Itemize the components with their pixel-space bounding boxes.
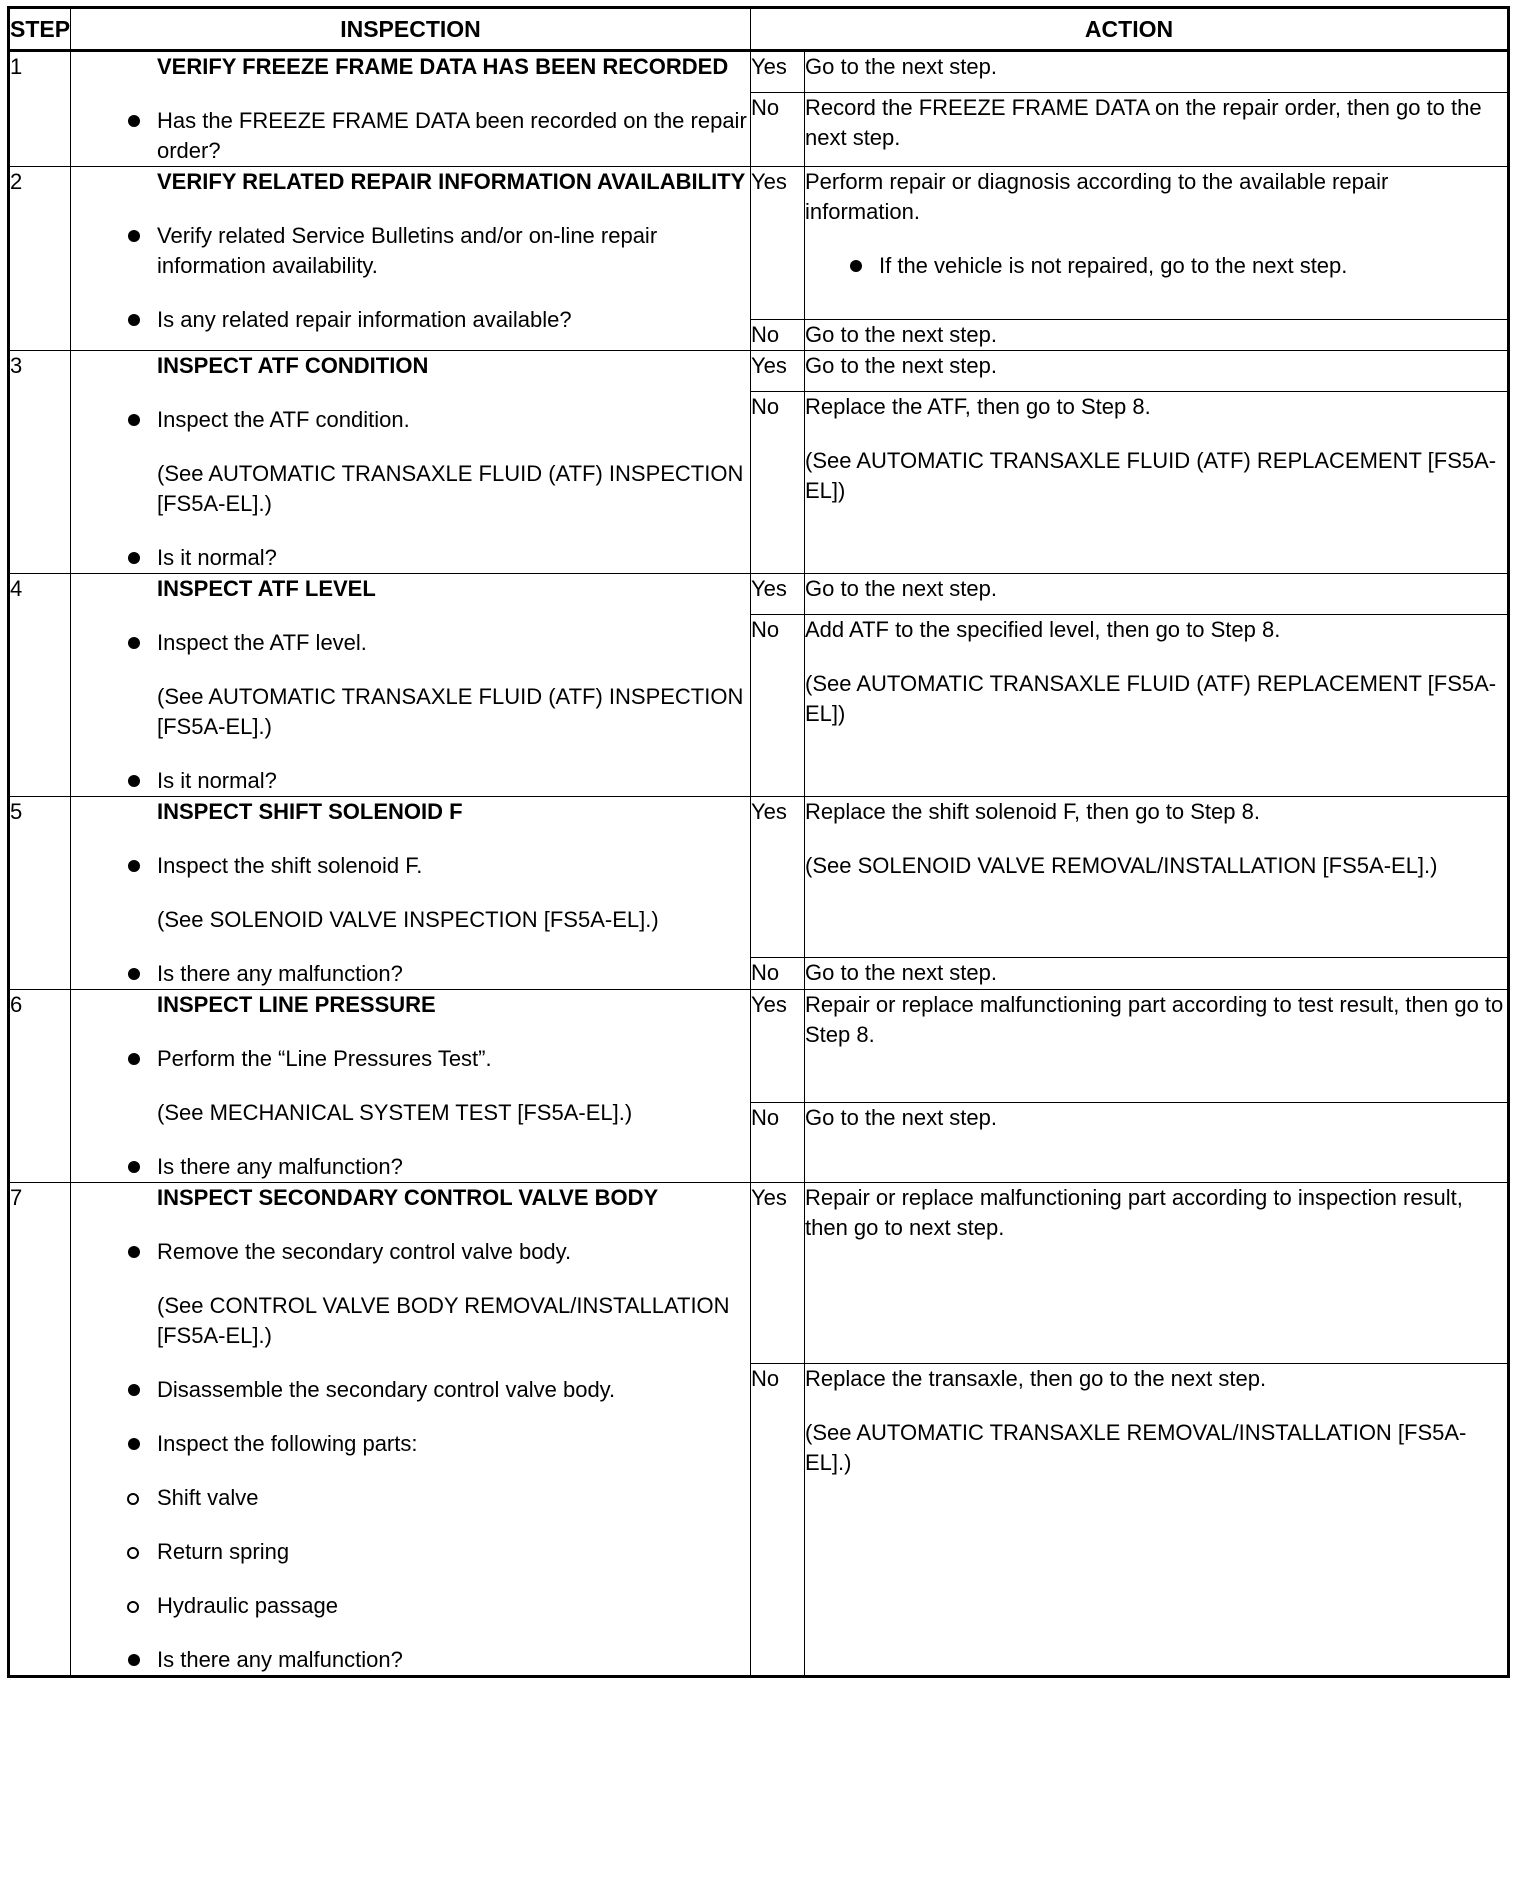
yes-action [805, 574, 1509, 615]
yes-label: Yes [751, 797, 805, 958]
step-2-yes-row [9, 167, 1509, 320]
no-action [805, 320, 1509, 351]
action-reference: (See AUTOMATIC TRANSAXLE FLUID (ATF) REPLACEMENT [FS5A-EL]) [805, 671, 1497, 726]
yes-action [805, 51, 1509, 93]
action-text: Repair or replace malfunctioning part according to test result, then go to Step 8. [805, 992, 1504, 1047]
no-action [805, 392, 1509, 574]
bullet-item: Is it normal? [157, 766, 750, 796]
action-text: Go to the next step. [805, 353, 998, 378]
bullet-item: Has the FREEZE FRAME DATA been recorded on the repair order? [157, 106, 750, 166]
table-header-row [9, 8, 1509, 51]
yes-label: Yes [751, 990, 805, 1103]
action-text: Replace the shift solenoid F, then go to Step 8. [805, 799, 1260, 824]
step-title: VERIFY FREEZE FRAME DATA HAS BEEN RECORDED [157, 54, 729, 79]
yes-action [805, 167, 1509, 320]
no-label: No [751, 958, 805, 990]
reference-text: (See AUTOMATIC TRANSAXLE FLUID (ATF) INSPECTION [FS5A-EL].) [157, 461, 744, 516]
step-title: INSPECT SECONDARY CONTROL VALVE BODY [157, 1185, 659, 1210]
step-7-yes-row [9, 1183, 1509, 1364]
sub-item: Hydraulic passage [157, 1591, 750, 1621]
step-4-yes-row [9, 574, 1509, 615]
step-number: 1 [9, 51, 71, 167]
no-action [805, 615, 1509, 797]
action-text: Add ATF to the specified level, then go to Step 8. [805, 617, 1281, 642]
step-3-yes-row [9, 351, 1509, 392]
yes-label: Yes [751, 574, 805, 615]
action-text: Go to the next step. [805, 1105, 998, 1130]
no-label: No [751, 1103, 805, 1183]
no-label: No [751, 93, 805, 167]
action-text: Replace the transaxle, then go to the next step. [805, 1366, 1267, 1391]
step-title: INSPECT LINE PRESSURE [157, 992, 436, 1017]
no-label: No [751, 1364, 805, 1677]
action-text: Repair or replace malfunctioning part according to inspection result, then go to next step. [805, 1185, 1463, 1240]
step-2-inspection [71, 167, 751, 351]
step-number: 6 [9, 990, 71, 1183]
diagnostic-table [7, 6, 1510, 1678]
bullet-item: Inspect the following parts: [157, 1429, 750, 1459]
action-text: Go to the next step. [805, 322, 998, 347]
yes-action [805, 990, 1509, 1103]
action-text: Replace the ATF, then go to Step 8. [805, 394, 1151, 419]
sub-item: Return spring [157, 1537, 750, 1567]
step-5-inspection [71, 797, 751, 990]
sub-item: Shift valve [157, 1483, 750, 1513]
action-text: Go to the next step. [805, 576, 998, 601]
bullet-item: Is any related repair information available? [157, 305, 750, 335]
action-reference: (See SOLENOID VALVE REMOVAL/INSTALLATION [FS5A-EL].) [805, 853, 1438, 878]
reference-text: (See AUTOMATIC TRANSAXLE FLUID (ATF) INSPECTION [FS5A-EL].) [157, 684, 744, 739]
bullet-item: Disassemble the secondary control valve body. [157, 1375, 750, 1405]
yes-action [805, 797, 1509, 958]
step-6-yes-row [9, 990, 1509, 1103]
no-action [805, 1103, 1509, 1183]
bullet-item: Is there any malfunction? [157, 1152, 750, 1182]
bullet-item: Inspect the ATF condition. [157, 405, 750, 435]
action-text: Perform repair or diagnosis according to the available repair information. [805, 169, 1389, 224]
action-reference: (See AUTOMATIC TRANSAXLE REMOVAL/INSTALLATION [FS5A-EL].) [805, 1420, 1467, 1475]
action-reference: (See AUTOMATIC TRANSAXLE FLUID (ATF) REPLACEMENT [FS5A-EL]) [805, 448, 1497, 503]
yes-action [805, 351, 1509, 392]
step-number: 4 [9, 574, 71, 797]
bullet-item: Perform the “Line Pressures Test”. [157, 1044, 750, 1074]
yes-action [805, 1183, 1509, 1364]
action-bullet: If the vehicle is not repaired, go to the next step. [879, 251, 1507, 281]
yes-label: Yes [751, 1183, 805, 1364]
no-action [805, 958, 1509, 990]
yes-label: Yes [751, 351, 805, 392]
header-action: ACTION [751, 8, 1509, 51]
reference-text: (See CONTROL VALVE BODY REMOVAL/INSTALLATION [FS5A-EL].) [157, 1293, 730, 1348]
step-7-inspection [71, 1183, 751, 1677]
step-1-inspection [71, 51, 751, 167]
bullet-item: Inspect the ATF level. [157, 628, 750, 658]
step-title: INSPECT ATF LEVEL [157, 576, 376, 601]
no-label: No [751, 392, 805, 574]
step-3-inspection [71, 351, 751, 574]
step-6-inspection [71, 990, 751, 1183]
step-title: VERIFY RELATED REPAIR INFORMATION AVAILABILITY [157, 169, 746, 194]
step-number: 5 [9, 797, 71, 990]
no-action [805, 1364, 1509, 1677]
reference-text: (See SOLENOID VALVE INSPECTION [FS5A-EL].) [157, 907, 659, 932]
step-number: 3 [9, 351, 71, 574]
step-number: 2 [9, 167, 71, 351]
action-text: Record the FREEZE FRAME DATA on the repair order, then go to the next step. [805, 95, 1482, 150]
yes-label: Yes [751, 51, 805, 93]
reference-text: (See MECHANICAL SYSTEM TEST [FS5A-EL].) [157, 1100, 633, 1125]
header-step: STEP [9, 8, 71, 51]
step-4-inspection [71, 574, 751, 797]
yes-label: Yes [751, 167, 805, 320]
action-text: Go to the next step. [805, 960, 998, 985]
bullet-item: Is it normal? [157, 543, 750, 573]
bullet-item: Verify related Service Bulletins and/or on-line repair information availability. [157, 221, 750, 281]
bullet-item: Inspect the shift solenoid F. [157, 851, 750, 881]
action-text: Go to the next step. [805, 54, 998, 79]
step-number: 7 [9, 1183, 71, 1677]
bullet-item: Remove the secondary control valve body. [157, 1237, 750, 1267]
no-action [805, 93, 1509, 167]
diagnostic-procedure [7, 6, 1507, 1678]
bullet-item: Is there any malfunction? [157, 959, 750, 989]
bullet-item: Is there any malfunction? [157, 1645, 750, 1675]
no-label: No [751, 615, 805, 797]
step-title: INSPECT SHIFT SOLENOID F [157, 799, 463, 824]
step-title: INSPECT ATF CONDITION [157, 353, 429, 378]
step-5-yes-row [9, 797, 1509, 958]
step-1-yes-row [9, 51, 1509, 93]
no-label: No [751, 320, 805, 351]
header-inspection: INSPECTION [71, 8, 751, 51]
